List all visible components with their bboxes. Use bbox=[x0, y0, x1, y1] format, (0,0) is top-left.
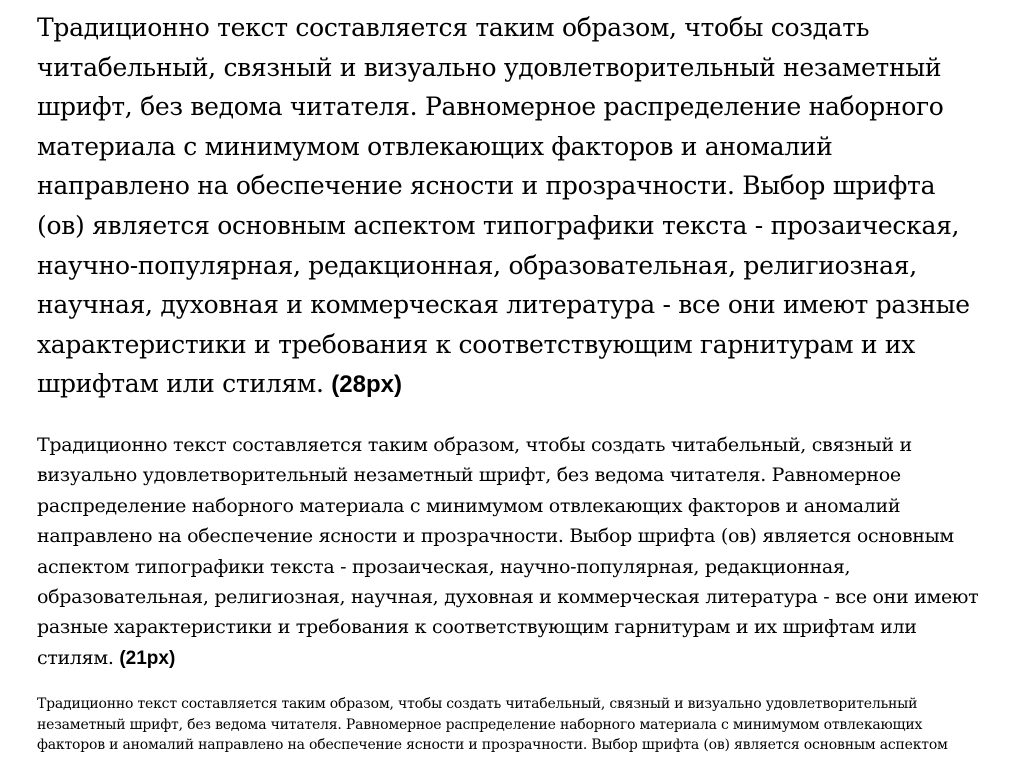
font-sample-21px bbox=[37, 430, 978, 674]
sample-line: научная, духовная и коммерческая литература - все они имеют разные bbox=[37, 290, 970, 320]
sample-line: научно-популярная, редакционная, образовательная, религиозная, bbox=[37, 250, 917, 280]
sample-line: образовательная, религиозная, научная, духовная и коммерческая литература - все они имеют bbox=[37, 586, 979, 609]
sample-line: Традиционно текст составляется таким образом, чтобы создать читабельный, связный и bbox=[37, 434, 912, 456]
sample-text: шрифтам или стилям. bbox=[37, 369, 324, 399]
font-sample-28px bbox=[37, 8, 970, 405]
font-sample-16px bbox=[37, 694, 948, 756]
sample-line: распределение наборного материала с минимумом отвлекающих факторов и аномалий bbox=[37, 494, 901, 517]
sample-line-last bbox=[37, 643, 978, 674]
sample-line: шрифт, без ведома читателя. Равномерное распределение наборного bbox=[37, 92, 944, 122]
sample-line: характеристики и требования к соответствующим гарнитурам и их bbox=[37, 329, 916, 359]
sample-line: (ов) является основным аспектом типографики текста - прозаическая, bbox=[37, 210, 960, 240]
sample-line: материала с минимумом отвлекающих факторов и аномалий bbox=[37, 131, 833, 161]
sample-line: читабельный, связный и визуально удовлетворительный незаметный bbox=[37, 52, 942, 82]
sample-line: Традиционно текст составляется таким образом, чтобы создать читабельный, связный и визуально удовлетворительный bbox=[37, 696, 918, 712]
sample-line: незаметный шрифт, без ведома читателя. Равномерное распределение наборного материала с минимумом отвлекающих bbox=[37, 716, 923, 733]
size-label: (21px) bbox=[119, 647, 176, 669]
sample-line: визуально удовлетворительный незаметный шрифт, без ведома читателя. Равномерное bbox=[37, 464, 901, 487]
sample-line: направлено на обеспечение ясности и прозрачности. Выбор шрифта bbox=[37, 171, 936, 201]
sample-line: направлено на обеспечение ясности и прозрачности. Выбор шрифта (ов) является основным bbox=[37, 525, 954, 548]
sample-line: факторов и аномалий направлено на обеспечение ясности и прозрачности. Выбор шрифта (ов) является основным аспектом bbox=[37, 737, 948, 753]
size-label: (28px) bbox=[331, 371, 402, 399]
sample-line-last bbox=[37, 364, 970, 405]
sample-line: разные характеристики и требования к соответствующим гарнитурам и их шрифтам или bbox=[37, 616, 917, 639]
sample-text: стилям. bbox=[37, 646, 114, 669]
sample-line: Традиционно текст составляется таким образом, чтобы создать bbox=[37, 13, 870, 42]
sample-line: аспектом типографики текста - прозаическая, научно-популярная, редакционная, bbox=[37, 555, 851, 578]
